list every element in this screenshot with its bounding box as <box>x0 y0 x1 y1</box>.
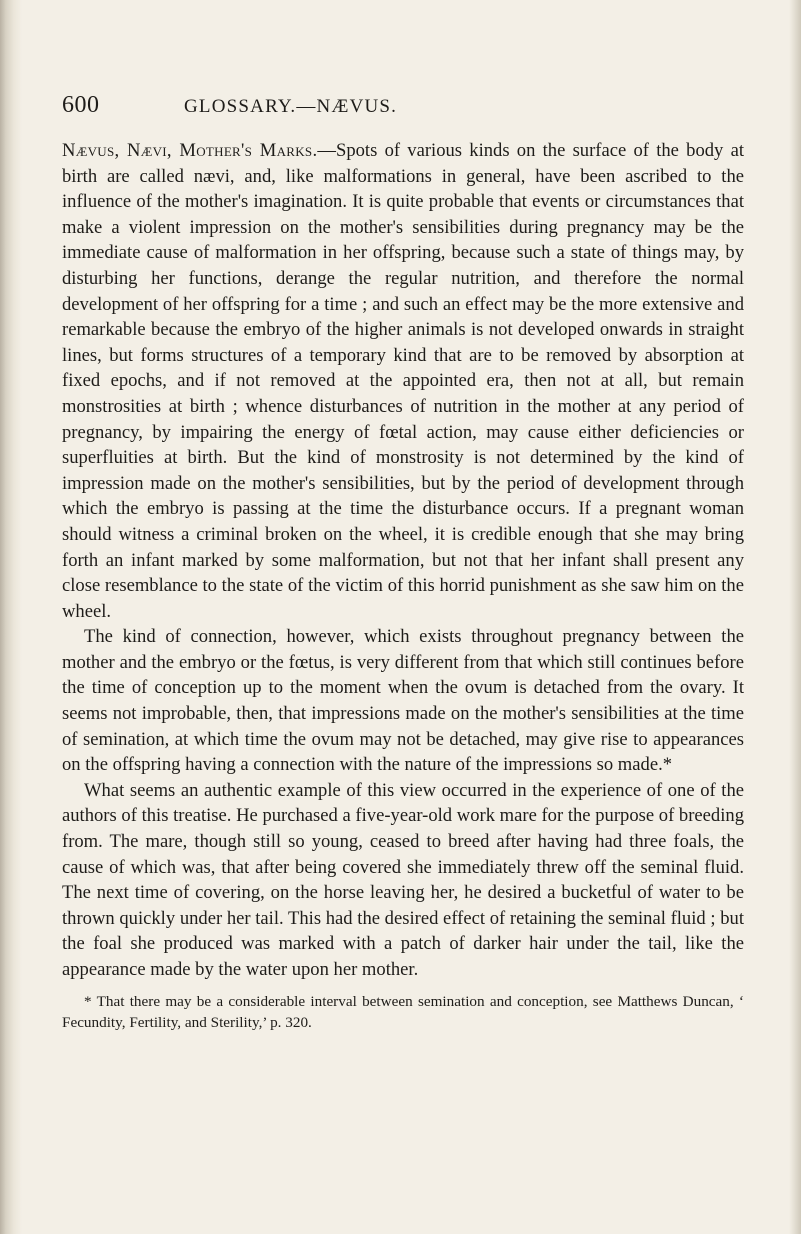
entry-headword: Nævus, Nævi, Mother's Marks. <box>62 140 318 161</box>
entry-paragraph-2: The kind of connection, however, which exists throughout pregnancy between the mother and the embryo or the fœtus, is very different from that which still continues before the time of conception up to the moment when the ovum is detached from the ovary. It seems not improbable, then, that impressions made on the mother's sensibilities at the time of semination, at which time the ovum may not be detached, may give rise to appearances on the offspring having a connection with the nature of the impressions so made.* <box>62 626 744 776</box>
book-page <box>62 92 744 1033</box>
running-title: GLOSSARY.—NÆVUS. <box>184 96 398 117</box>
footnote: * That there may be a considerable interval between semination and conception, see Matthews Duncan, ‘ Fecundity, Fertility, and Sterility,’ p. 320. <box>62 992 744 1031</box>
paper-edge-shadow <box>789 0 801 1234</box>
entry-paragraph-1 <box>62 138 744 624</box>
binding-edge-shadow <box>0 0 22 1234</box>
entry-paragraph-1-text: —Spots of various kinds on the surface of the body at birth are called nævi, and, like malformations in general, have been ascribed to the influence of the mother's imagination. It is quite probable that events or circumstances that make a violent impression on the mother's sensibilities during pregnancy may be the immediate cause of malformation in her offspring, because such a state of things may, by disturbing her functions, derange the regular nutrition, and therefore the normal development of her offspring for a time ; and such an effect may be the more extensive and remarkable because the embryo of the higher animals is not developed onwards in straight lines, but forms structures of a temporary kind that are to be removed by absorption at fixed epochs, and if not removed at the appointed era, then not at all, but remain monstrosities at birth ; whence disturbances of nutrition in the mother at any period of pregnancy, by impairing the energy of fœtal action, may cause either deficiencies or superfluities at birth. But the kind of monstrosity is not determined by the kind of impression made on the mother's sensibilities, but by the period of development through which the embryo is passing at the time the disturbance occurs. If a pregnant woman should witness a criminal broken on the wheel, it is credible enough that she may bring forth an infant marked by some malformation, but not that her infant shall present any close resemblance to the state of the victim of this horrid punishment as she saw him on the wheel. <box>62 140 744 622</box>
page-number: 600 <box>62 92 100 118</box>
entry-paragraph-3: What seems an authentic example of this view occurred in the experience of one of the authors of this treatise. He purchased a five-year-old work mare for the purpose of breeding from. The mare, though still so young, ceased to breed after having had three foals, the cause of which was, that after being covered she immediately threw off the seminal fluid. The next time of covering, on the horse leaving her, he desired a bucketful of water to be thrown quickly under her tail. This had the desired effect of retaining the seminal fluid ; but the foal she produced was marked with a patch of darker hair under the tail, like the appearance made by the water upon her mother. <box>62 779 744 980</box>
running-head <box>62 92 744 124</box>
glossary-entry <box>62 138 744 983</box>
